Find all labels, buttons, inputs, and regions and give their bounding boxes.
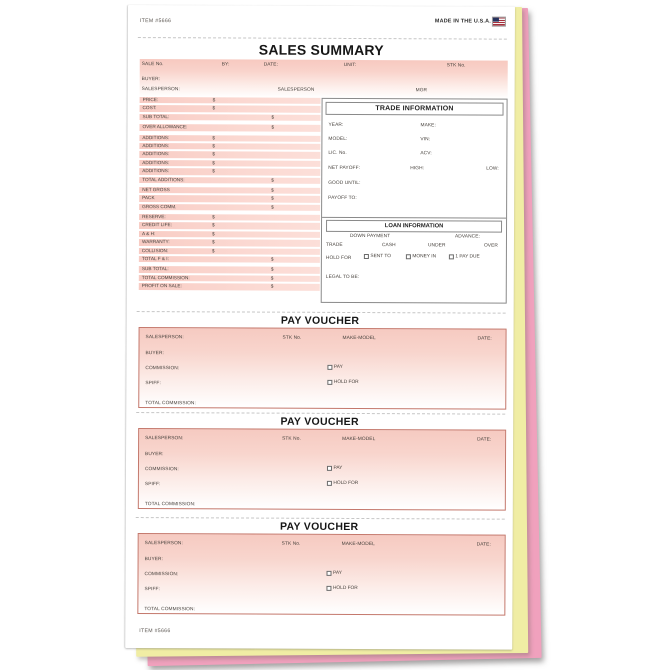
payoff-to-label: PAYOFF TO: — [328, 195, 357, 202]
sent-to-checkbox — [364, 254, 391, 259]
currency-symbol: $ — [270, 256, 274, 262]
currency-symbol: $ — [212, 160, 215, 166]
us-flag-icon — [493, 18, 505, 26]
sale-no-label: SALE No. — [141, 62, 164, 68]
pay-checkbox — [327, 466, 342, 471]
row-label: OVER ALLOWANCE: — [142, 124, 188, 130]
row-label: CREDIT LIFE: — [142, 222, 172, 228]
checkbox-icon — [327, 466, 332, 471]
checkbox-icon — [327, 380, 332, 385]
table-group — [139, 97, 320, 121]
currency-symbol: $ — [270, 275, 274, 281]
made-in-usa-label: MADE IN THE U.S.A. — [434, 18, 491, 25]
spiff-label: SPIFF: — [144, 587, 160, 593]
row-label: A & H: — [141, 230, 156, 236]
currency-symbol: $ — [212, 105, 216, 111]
by-label: BY: — [221, 62, 230, 68]
table-row — [139, 160, 320, 167]
salesperson-signature-label: SALESPERSON — [277, 87, 315, 93]
row-label: SUB TOTAL: — [142, 113, 170, 119]
total-commission-label: TOTAL COMMISSION: — [145, 401, 196, 407]
row-label: ADDITIONS: — [142, 159, 170, 165]
table-row — [139, 143, 320, 150]
stk-no-label: STK No. — [281, 541, 301, 547]
table-row — [139, 187, 320, 194]
table-row — [139, 204, 320, 211]
make-model-label: MAKE-MODEL — [341, 541, 375, 548]
down-payment-label: DOWN PAYMENT — [349, 233, 391, 240]
perforation-line — [136, 517, 505, 520]
mgr-label: MGR — [415, 88, 428, 94]
salesperson-label: SALESPERSON: — [145, 436, 184, 442]
row-label: COST: — [142, 105, 157, 111]
row-label: PACK — [142, 195, 155, 201]
hold-for-checkbox-label: HOLD FOR — [333, 480, 359, 487]
pay-checkbox-label: PAY — [333, 364, 343, 370]
pay-voucher-title: PAY VOUCHER — [280, 314, 360, 328]
pay-voucher-box — [138, 428, 506, 511]
buyer-label: BUYER: — [144, 557, 164, 563]
table-row — [139, 195, 320, 202]
salesperson-label: SALESPERSON: — [141, 87, 180, 93]
pay-voucher-box — [137, 533, 505, 616]
table-row — [139, 214, 320, 221]
currency-symbol: $ — [211, 231, 215, 237]
table-row — [139, 256, 320, 263]
unit-label: UNIT: — [343, 62, 357, 68]
table-row — [139, 124, 320, 131]
year-label: YEAR: — [328, 122, 344, 128]
row-label: ADDITIONS: — [142, 151, 170, 157]
item-number-bottom: ITEM #5666 — [139, 628, 171, 635]
row-label: WARRANTY: — [141, 239, 170, 245]
table-row — [139, 177, 320, 184]
table-row — [139, 114, 320, 121]
currency-symbol: $ — [212, 214, 215, 220]
date-label: DATE: — [263, 62, 279, 68]
pay-voucher-title: PAY VOUCHER — [279, 520, 359, 534]
currency-symbol: $ — [212, 222, 215, 228]
total-commission-label: TOTAL COMMISSION: — [144, 502, 196, 508]
make-model-label: MAKE-MODEL — [342, 335, 376, 342]
salesperson-label: SALESPERSON: — [144, 541, 183, 547]
row-label: ADDITIONS: — [142, 168, 170, 174]
pay-voucher-box — [138, 327, 506, 410]
currency-symbol: $ — [212, 151, 215, 157]
perforation-line — [136, 412, 505, 415]
one-pay-due-checkbox-label: 1 PAY DUE — [455, 254, 480, 260]
trade-loan-panel — [321, 98, 508, 304]
currency-symbol: $ — [271, 177, 274, 183]
commission-label: COMMISSION: — [144, 572, 179, 578]
row-label: NET GROSS — [142, 186, 170, 193]
pay-checkbox — [327, 571, 342, 576]
high-label: HIGH: — [410, 166, 425, 172]
acv-label: ACV: — [420, 151, 432, 157]
table-row — [140, 97, 321, 104]
pay-checkbox-label: PAY — [333, 570, 342, 576]
currency-symbol: $ — [212, 134, 216, 140]
low-label: LOW: — [486, 166, 499, 172]
row-label: TOTAL ADDITIONS: — [142, 176, 185, 182]
pay-vouchers — [125, 311, 513, 629]
checkbox-icon — [406, 254, 411, 259]
good-until-label: GOOD UNTIL: — [328, 180, 361, 187]
currency-symbol: $ — [270, 267, 274, 273]
item-number-top: ITEM #5666 — [139, 18, 172, 25]
checkbox-icon — [327, 571, 332, 576]
perforation-line — [138, 37, 507, 40]
perforation-line — [137, 311, 506, 314]
row-label: GROSS COMM. — [142, 203, 177, 209]
row-label: COLLISION: — [141, 247, 169, 253]
buyer-label: BUYER: — [145, 351, 164, 357]
buyer-label: BUYER: — [145, 452, 164, 458]
table-group — [139, 187, 320, 211]
vin-label: VIN: — [420, 137, 431, 143]
currency-symbol: $ — [212, 143, 216, 149]
table-row — [139, 231, 320, 238]
hold-for-checkbox-label: HOLD FOR — [333, 379, 359, 386]
checkbox-icon — [327, 481, 332, 486]
date-label: DATE: — [477, 437, 492, 443]
date-label: DATE: — [476, 542, 491, 548]
price-table — [139, 97, 321, 294]
cash-label: CASH — [381, 243, 396, 249]
one-pay-due-checkbox — [449, 254, 480, 259]
sale-header-band — [140, 59, 508, 99]
table-row — [139, 135, 320, 142]
table-row — [139, 248, 320, 255]
table-row — [139, 168, 320, 175]
money-in-checkbox — [406, 254, 436, 259]
currency-symbol: $ — [270, 283, 274, 289]
checkbox-icon — [364, 254, 369, 259]
spiff-label: SPIFF: — [144, 482, 161, 488]
row-label: ADDITIONS: — [142, 143, 170, 149]
currency-symbol: $ — [271, 204, 274, 210]
table-group — [139, 266, 320, 290]
pay-checkbox — [327, 365, 342, 370]
stk-no-label: STK No. — [282, 335, 302, 341]
stk-no-label: STK No. — [282, 436, 301, 442]
currency-symbol: $ — [212, 97, 216, 103]
table-row — [139, 275, 320, 282]
lic-no-label: LIC. No. — [328, 150, 347, 156]
table-row — [139, 223, 320, 230]
pay-voucher-section — [126, 412, 513, 519]
table-group — [139, 124, 320, 131]
currency-symbol: $ — [271, 187, 274, 193]
currency-symbol: $ — [211, 239, 215, 245]
under-label: UNDER — [427, 243, 446, 249]
row-label: RESERVE: — [142, 214, 166, 220]
spiff-label: SPIFF: — [145, 381, 161, 387]
row-label: TOTAL F & I: — [141, 256, 169, 262]
trade-information-title: TRADE INFORMATION — [326, 102, 504, 116]
over-label: OVER — [483, 243, 498, 249]
checkbox-icon — [326, 586, 331, 591]
row-label: PROFIT ON SALE: — [141, 283, 182, 289]
checkbox-icon — [327, 365, 332, 370]
currency-symbol: $ — [271, 124, 275, 130]
sales-summary-form-sheet — [125, 5, 515, 650]
legal-to-be-label: LEGAL TO BE: — [325, 274, 360, 281]
panel-divider — [322, 217, 506, 219]
row-label: ADDITIONS: — [142, 134, 170, 140]
row-label: PRICE: — [142, 97, 159, 103]
hold-for-checkbox — [327, 481, 358, 486]
money-in-checkbox-label: MONEY IN — [412, 254, 437, 260]
commission-label: COMMISSION: — [144, 467, 179, 473]
table-group — [139, 135, 320, 184]
hold-for-label: HOLD FOR — [325, 255, 352, 261]
made-in-usa — [435, 17, 505, 25]
make-model-label: MAKE-MODEL — [342, 436, 376, 443]
advance-label: ADVANCE: — [454, 234, 480, 240]
date-label: DATE: — [477, 336, 492, 342]
table-row — [139, 151, 320, 158]
table-group — [139, 214, 320, 263]
total-commission-label: TOTAL COMMISSION: — [144, 607, 196, 613]
pay-checkbox-label: PAY — [333, 465, 343, 471]
salesperson-label: SALESPERSON: — [145, 335, 184, 341]
currency-symbol: $ — [271, 114, 275, 120]
stk-no-label: STK No. — [446, 63, 466, 69]
model-label: MODEL: — [328, 136, 348, 142]
commission-label: COMMISSION: — [145, 366, 180, 372]
hold-for-checkbox — [326, 586, 357, 591]
currency-symbol: $ — [211, 248, 215, 254]
currency-symbol: $ — [212, 168, 215, 174]
hold-for-checkbox-label: HOLD FOR — [332, 585, 358, 592]
pay-voucher-section — [126, 311, 513, 414]
pay-voucher-section — [125, 517, 512, 629]
pay-voucher-title: PAY VOUCHER — [280, 415, 359, 429]
table-row — [140, 105, 321, 112]
checkbox-icon — [449, 255, 454, 260]
form-title: SALES SUMMARY — [258, 41, 384, 59]
loan-information-title: LOAN INFORMATION — [326, 220, 502, 233]
row-label: SUB TOTAL: — [141, 266, 169, 272]
hold-for-checkbox — [327, 380, 358, 385]
table-row — [139, 283, 320, 290]
net-payoff-label: NET PAYOFF: — [328, 165, 361, 172]
table-row — [139, 266, 320, 273]
row-label: TOTAL COMMISSION: — [141, 274, 190, 281]
currency-symbol: $ — [271, 195, 274, 201]
make-label: MAKE: — [420, 123, 436, 129]
buyer-label: BUYER: — [141, 77, 161, 83]
trade-label: TRADE — [325, 242, 343, 248]
table-row — [139, 239, 320, 246]
sent-to-checkbox-label: SENT TO — [370, 254, 391, 260]
